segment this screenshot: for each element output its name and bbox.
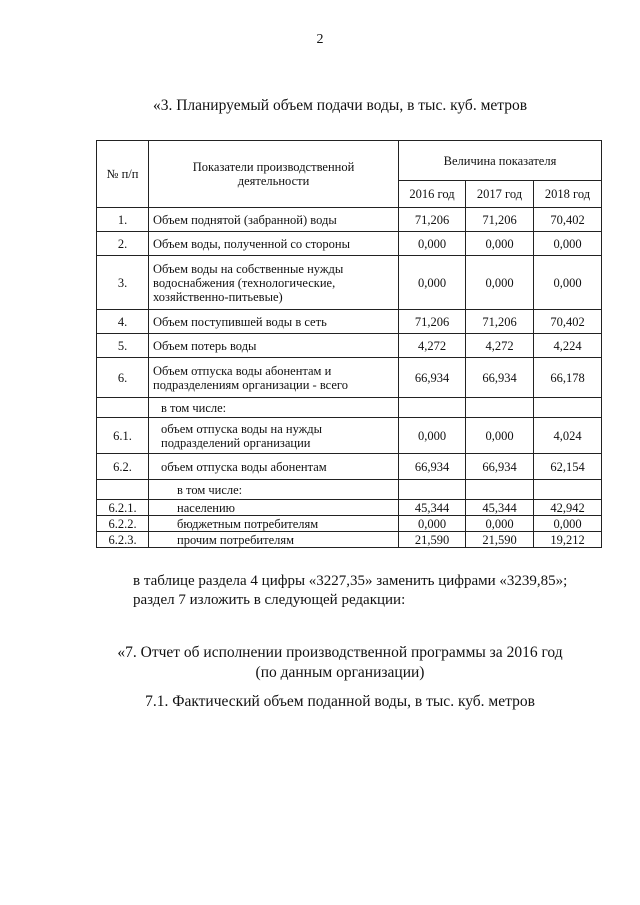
row-value: 70,402 [534, 208, 602, 232]
header-year: 2016 год [399, 181, 466, 208]
table-row [97, 516, 602, 532]
row-value: 0,000 [534, 516, 602, 532]
row-value: 19,212 [534, 532, 602, 548]
row-name: прочим потребителям [149, 532, 399, 548]
row-num: 6.2. [97, 454, 149, 480]
table-row [97, 208, 602, 232]
row-value: 4,272 [399, 334, 466, 358]
row-name: в том числе: [149, 480, 399, 500]
row-value: 21,590 [466, 532, 534, 548]
row-num: 1. [97, 208, 149, 232]
row-value: 62,154 [534, 454, 602, 480]
row-value: 66,934 [399, 454, 466, 480]
row-value: 0,000 [466, 418, 534, 454]
table-row [97, 500, 602, 516]
amendment-paragraph-continued: раздел 7 изложить в следующей редакции: [133, 592, 406, 608]
section-7-title [60, 643, 620, 683]
row-value: 21,590 [399, 532, 466, 548]
row-value: 0,000 [534, 232, 602, 256]
row-value: 0,000 [466, 516, 534, 532]
row-num: 5. [97, 334, 149, 358]
row-value: 0,000 [534, 256, 602, 310]
row-num: 6. [97, 358, 149, 398]
row-name: бюджетным потребителям [149, 516, 399, 532]
row-name: объем отпуска воды абонентам [149, 454, 399, 480]
header-num: № п/п [97, 141, 149, 208]
row-name: Объем воды, полученной со стороны [149, 232, 399, 256]
header-year: 2018 год [534, 181, 602, 208]
table-row [97, 232, 602, 256]
row-value [399, 398, 466, 418]
row-num: 3. [97, 256, 149, 310]
table-row [97, 310, 602, 334]
table-row [97, 256, 602, 310]
row-value: 0,000 [399, 516, 466, 532]
row-value: 70,402 [534, 310, 602, 334]
table-row [97, 334, 602, 358]
row-name: Объем отпуска воды абонентам и подразделениям организации - всего [149, 358, 399, 398]
row-value: 0,000 [399, 418, 466, 454]
row-name: населению [149, 500, 399, 516]
section-7-title-subline: (по данным организации) [255, 664, 425, 681]
row-value: 45,344 [399, 500, 466, 516]
header-value-group: Величина показателя [399, 141, 602, 181]
row-value: 0,000 [399, 232, 466, 256]
row-value: 0,000 [466, 232, 534, 256]
row-value: 66,178 [534, 358, 602, 398]
row-name: Объем поднятой (забранной) воды [149, 208, 399, 232]
row-num: 6.2.3. [97, 532, 149, 548]
row-value: 0,000 [399, 256, 466, 310]
header-name: Показатели производственной деятельности [149, 141, 399, 208]
table-row [97, 454, 602, 480]
row-value: 42,942 [534, 500, 602, 516]
row-value [534, 398, 602, 418]
row-value: 4,272 [466, 334, 534, 358]
row-name: объем отпуска воды на нужды подразделений организации [149, 418, 399, 454]
page-number: 2 [316, 32, 324, 47]
row-num: 2. [97, 232, 149, 256]
row-value: 71,206 [466, 310, 534, 334]
row-value: 45,344 [466, 500, 534, 516]
table-row [97, 398, 602, 418]
row-num: 6.2.2. [97, 516, 149, 532]
row-num [97, 480, 149, 500]
row-value: 0,000 [466, 256, 534, 310]
row-name: Объем потерь воды [149, 334, 399, 358]
section-7-title-line: «7. Отчет об исполнении производственной программы за 2016 год [117, 644, 563, 661]
row-value [466, 480, 534, 500]
row-name: Объем поступившей воды в сеть [149, 310, 399, 334]
row-value: 71,206 [399, 310, 466, 334]
row-num: 6.2.1. [97, 500, 149, 516]
row-value: 66,934 [466, 454, 534, 480]
row-num: 6.1. [97, 418, 149, 454]
water-volume-table [96, 140, 602, 548]
row-value: 4,024 [534, 418, 602, 454]
header-year: 2017 год [466, 181, 534, 208]
row-num [97, 398, 149, 418]
table-row [97, 418, 602, 454]
table-row [97, 480, 602, 500]
row-num: 4. [97, 310, 149, 334]
row-value: 71,206 [466, 208, 534, 232]
row-name: Объем воды на собственные нужды водоснабжения (технологические, хозяйственно-питьевые) [149, 256, 399, 310]
row-value: 66,934 [399, 358, 466, 398]
table-row [97, 358, 602, 398]
amendment-paragraph: в таблице раздела 4 цифры «3227,35» заменить цифрами «3239,85»; [133, 573, 568, 589]
row-value [534, 480, 602, 500]
table-row [97, 532, 602, 548]
row-value [399, 480, 466, 500]
row-value [466, 398, 534, 418]
row-value: 4,224 [534, 334, 602, 358]
table-heading: «3. Планируемый объем подачи воды, в тыс. куб. метров [152, 97, 528, 114]
section-7-1-title: 7.1. Фактический объем поданной воды, в тыс. куб. метров [145, 693, 535, 710]
row-value: 71,206 [399, 208, 466, 232]
row-value: 66,934 [466, 358, 534, 398]
row-name: в том числе: [149, 398, 399, 418]
